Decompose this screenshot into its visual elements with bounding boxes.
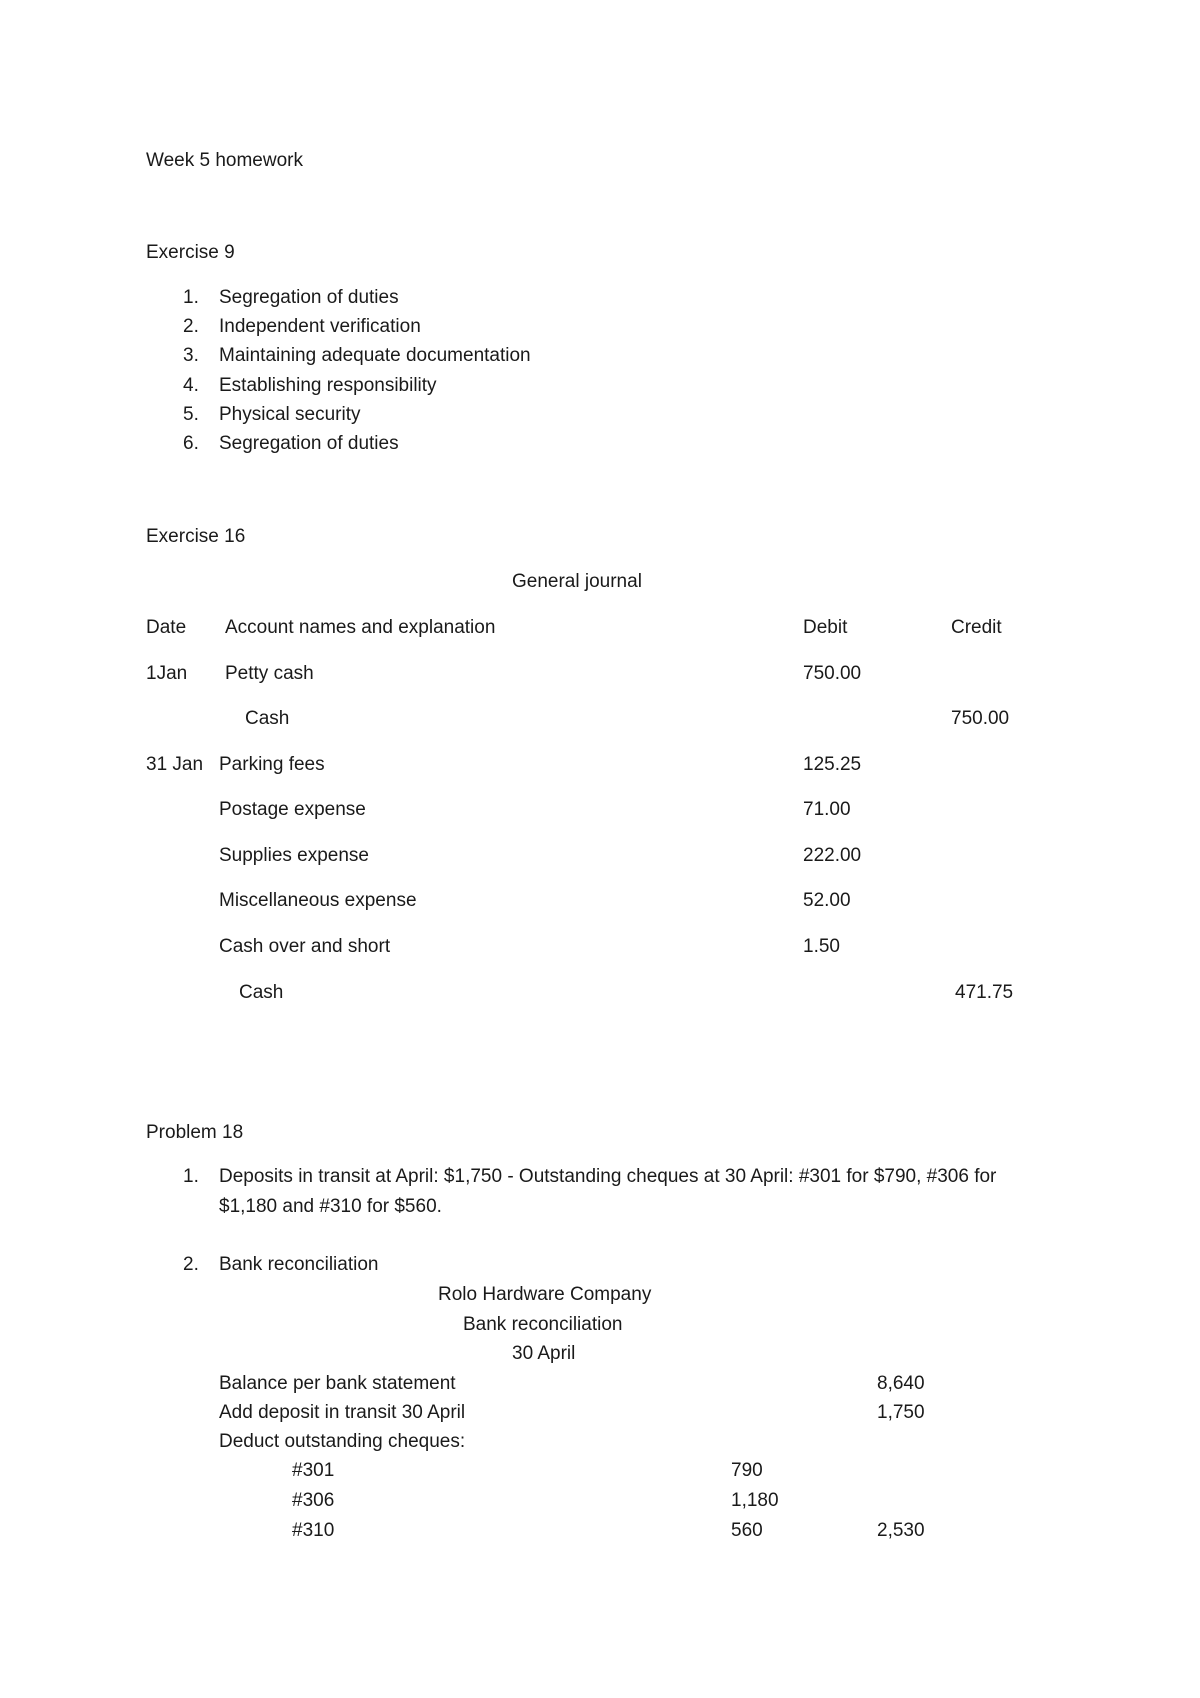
journal-row-date: 1Jan — [146, 663, 188, 684]
cheque-total: 2,530 — [877, 1520, 925, 1541]
journal-row-debit: 125.25 — [803, 754, 862, 775]
ex9-item-text: Segregation of duties — [219, 433, 399, 454]
journal-row-date: 31 Jan — [146, 754, 204, 775]
ex9-item-number: 5. — [183, 404, 199, 425]
cheque-value: 790 — [731, 1460, 763, 1481]
journal-row-account: Petty cash — [225, 663, 314, 684]
journal-row-account: Supplies expense — [219, 845, 369, 866]
ex9-item-number: 2. — [183, 316, 199, 337]
p18-item-number: 2. — [183, 1254, 199, 1275]
ex9-item-text: Establishing responsibility — [219, 375, 437, 396]
cheque-label: #306 — [292, 1490, 335, 1511]
exercise-16-heading: Exercise 16 — [146, 526, 246, 547]
journal-row-debit: 1.50 — [803, 936, 840, 957]
cheque-value: 1,180 — [731, 1490, 779, 1511]
exercise-9-heading: Exercise 9 — [146, 242, 235, 263]
report-date: 30 April — [512, 1343, 576, 1364]
recon-row-amount: 8,640 — [877, 1373, 925, 1394]
recon-row-amount: 1,750 — [877, 1402, 925, 1423]
ex9-item-number: 6. — [183, 433, 199, 454]
ex9-item-number: 3. — [183, 345, 199, 366]
cheque-value: 560 — [731, 1520, 763, 1541]
journal-row-account: Parking fees — [219, 754, 325, 775]
ex9-item-text: Segregation of duties — [219, 287, 399, 308]
p18-item1-line1: Deposits in transit at April: $1,750 - Outstanding cheques at 30 April: #301 for $790, #306 for — [219, 1166, 997, 1187]
ex9-item-text: Maintaining adequate documentation — [219, 345, 531, 366]
p18-item2-text: Bank reconciliation — [219, 1254, 379, 1275]
recon-row-label: Deduct outstanding cheques: — [219, 1431, 466, 1452]
journal-header-account: Account names and explanation — [225, 617, 496, 638]
p18-item1-line2: $1,180 and #310 for $560. — [219, 1196, 442, 1217]
journal-row-account: Postage expense — [219, 799, 366, 820]
cheque-label: #301 — [292, 1460, 335, 1481]
journal-row-account: Miscellaneous expense — [219, 890, 417, 911]
journal-row-account: Cash — [239, 982, 284, 1003]
ex9-item-number: 4. — [183, 375, 199, 396]
journal-row-credit: 750.00 — [951, 708, 1010, 729]
ex9-item-text: Physical security — [219, 404, 361, 425]
journal-row-debit: 750.00 — [803, 663, 862, 684]
document-title: Week 5 homework — [146, 150, 303, 171]
report-title: Bank reconciliation — [463, 1314, 623, 1335]
journal-header-debit: Debit — [803, 617, 848, 638]
journal-row-debit: 52.00 — [803, 890, 851, 911]
journal-row-debit: 71.00 — [803, 799, 851, 820]
journal-header-date: Date — [146, 617, 187, 638]
p18-item-number: 1. — [183, 1166, 199, 1187]
journal-row-credit: 471.75 — [955, 982, 1014, 1003]
ex9-item-number: 1. — [183, 287, 199, 308]
journal-header-credit: Credit — [951, 617, 1002, 638]
company-name: Rolo Hardware Company — [438, 1284, 652, 1305]
journal-title: General journal — [512, 571, 642, 592]
cheque-label: #310 — [292, 1520, 335, 1541]
recon-row-label: Balance per bank statement — [219, 1373, 456, 1394]
journal-row-account: Cash over and short — [219, 936, 391, 957]
journal-row-debit: 222.00 — [803, 845, 862, 866]
problem-18-heading: Problem 18 — [146, 1122, 244, 1143]
recon-row-label: Add deposit in transit 30 April — [219, 1402, 466, 1423]
journal-row-account: Cash — [245, 708, 290, 729]
ex9-item-text: Independent verification — [219, 316, 421, 337]
